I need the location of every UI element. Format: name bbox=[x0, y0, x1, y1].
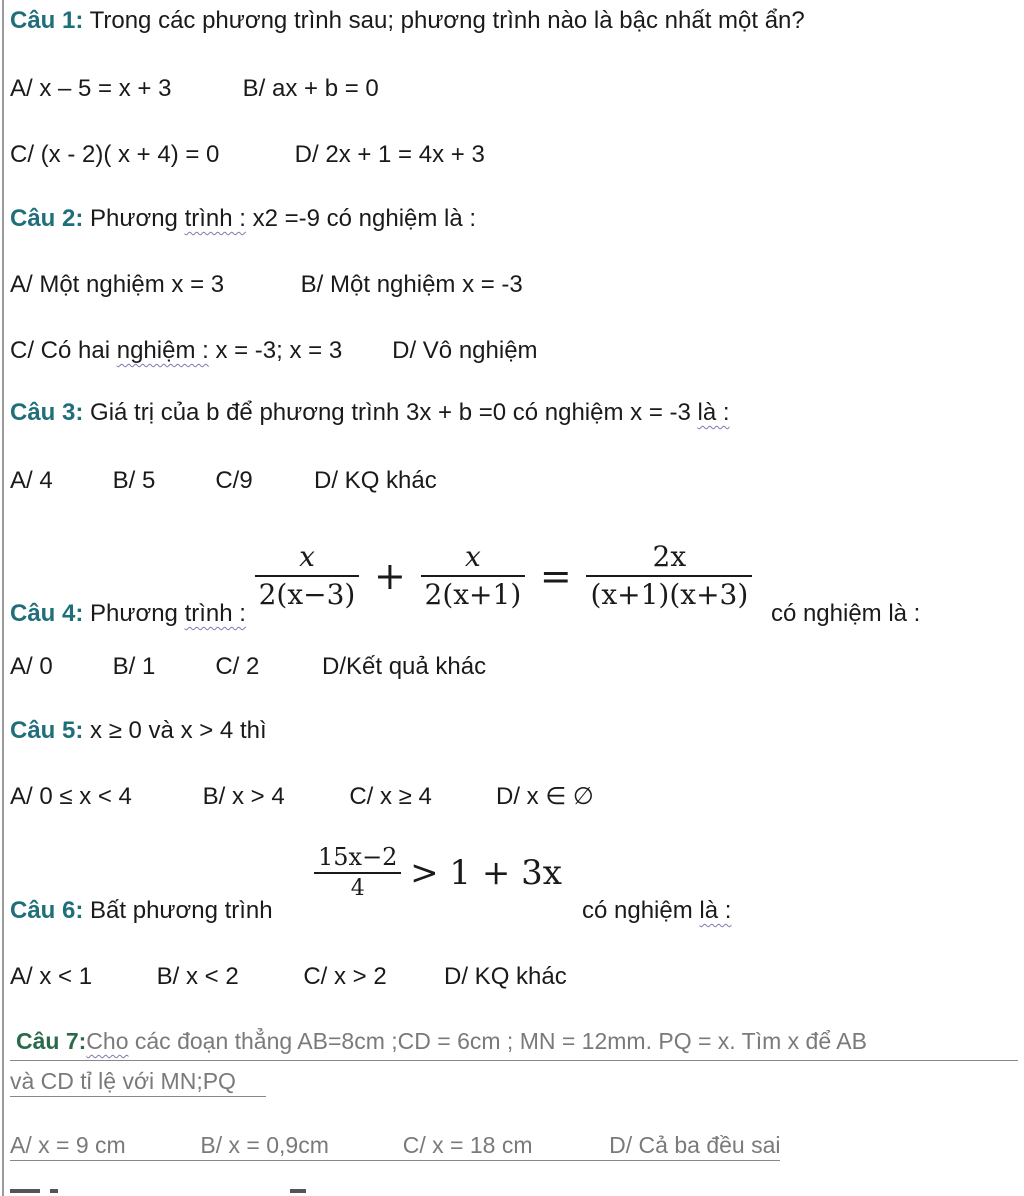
question-5-label: Câu 5: bbox=[10, 717, 84, 744]
question-2-options-row-1 bbox=[10, 270, 523, 300]
underline-rule bbox=[10, 1160, 780, 1161]
question-7-line-2: và CD tỉ lệ với MN;PQ bbox=[10, 1068, 236, 1094]
question-6-text-wavy: là : bbox=[699, 897, 732, 924]
option-c-wavy: nghiệm : bbox=[116, 337, 209, 364]
option-c-pre: C/ Có hai bbox=[10, 337, 111, 364]
question-3-label: Câu 3: bbox=[10, 399, 84, 426]
fraction-1-denominator: 2(x−3) bbox=[258, 578, 356, 611]
question-7 bbox=[16, 1026, 867, 1056]
option-b: B/ 5 bbox=[112, 467, 156, 494]
fraction-inequality bbox=[314, 842, 401, 904]
question-4-text-pre: Phương bbox=[90, 600, 178, 627]
question-3 bbox=[10, 398, 730, 428]
page-left-border bbox=[2, 0, 4, 1196]
question-1-options-row-2 bbox=[10, 140, 485, 170]
question-7-text: các đoạn thẳng AB=8cm ;CD = 6cm ; MN = 12mm. PQ = x. Tìm x để AB bbox=[134, 1028, 867, 1054]
option-c: C/ x > 2 bbox=[303, 963, 387, 990]
option-d: D/Kết quả khác bbox=[322, 653, 487, 680]
option-a: A/ x = 9 cm bbox=[10, 1132, 126, 1158]
option-b: B/ Một nghiệm x = -3 bbox=[300, 271, 523, 298]
option-d: D/ Vô nghiệm bbox=[392, 337, 538, 364]
option-c: C/9 bbox=[215, 467, 253, 494]
question-1-text: Trong các phương trình sau; phương trình nào là bậc nhất một ẩn? bbox=[89, 7, 805, 34]
question-2-options-row-2 bbox=[10, 336, 538, 366]
option-c-value: x = -3; x = 3 bbox=[215, 337, 343, 364]
fraction-2-numerator: x bbox=[464, 540, 481, 573]
question-4-text-wavy: trình : bbox=[184, 600, 246, 627]
question-6-label: Câu 6: bbox=[10, 897, 84, 924]
plus-sign: + bbox=[374, 554, 406, 598]
fraction-1-numerator: x bbox=[299, 540, 315, 573]
fraction-3-numerator: 2x bbox=[652, 540, 687, 573]
question-6-formula bbox=[312, 842, 562, 904]
question-4-options bbox=[10, 652, 486, 682]
option-b: B/ x > 4 bbox=[202, 783, 285, 810]
option-c: C/ (x - 2)( x + 4) = 0 bbox=[10, 141, 220, 168]
question-5-text: x ≥ 0 và x > 4 thì bbox=[90, 717, 267, 744]
option-d: D/ x ∈ ∅ bbox=[496, 783, 594, 810]
question-6-suffix bbox=[582, 896, 731, 926]
option-d: D/ Cả ba đều sai bbox=[609, 1132, 781, 1158]
question-6-text-post: có nghiệm bbox=[582, 897, 693, 924]
question-1 bbox=[10, 6, 805, 36]
option-d: D/ KQ khác bbox=[314, 467, 437, 494]
fraction-2-denominator: 2(x+1) bbox=[424, 578, 522, 611]
underline-rule bbox=[10, 1096, 266, 1097]
question-2-text-wavy: trình : bbox=[184, 205, 246, 232]
question-2-label: Câu 2: bbox=[10, 205, 84, 232]
option-c: C/ x = 18 cm bbox=[402, 1132, 533, 1158]
fraction-numerator: 15x−2 bbox=[318, 843, 398, 871]
option-c: C/ 2 bbox=[215, 653, 260, 680]
option-a: A/ x < 1 bbox=[10, 963, 93, 990]
question-4-label: Câu 4: bbox=[10, 600, 84, 627]
question-7-options bbox=[10, 1130, 781, 1160]
question-6-label-row bbox=[10, 896, 273, 926]
question-1-options-row-1 bbox=[10, 74, 379, 104]
option-d: D/ 2x + 1 = 4x + 3 bbox=[294, 141, 485, 168]
fraction-3-denominator: (x+1)(x+3) bbox=[590, 578, 749, 611]
option-c: C/ x ≥ 4 bbox=[349, 783, 432, 810]
option-b: B/ ax + b = 0 bbox=[242, 75, 379, 102]
cut-off-text-fragment bbox=[10, 1186, 340, 1194]
option-a: A/ Một nghiệm x = 3 bbox=[10, 271, 225, 298]
question-3-text: Giá trị của b để phương trình 3x + b =0 có nghiệm x = -3 bbox=[90, 399, 691, 426]
question-4 bbox=[10, 520, 920, 632]
option-a: A/ 0 bbox=[10, 653, 53, 680]
fraction-2 bbox=[421, 539, 526, 613]
question-7-label: Câu 7: bbox=[16, 1028, 87, 1054]
fraction-1 bbox=[255, 539, 360, 613]
question-7-text-wavy: Cho bbox=[86, 1028, 129, 1054]
option-a: A/ 0 ≤ x < 4 bbox=[10, 783, 132, 810]
question-3-text-wavy: là : bbox=[697, 399, 730, 426]
question-2-text: x2 =-9 có nghiệm là : bbox=[252, 205, 477, 232]
question-4-suffix: có nghiệm là : bbox=[770, 600, 921, 627]
question-1-label: Câu 1: bbox=[10, 7, 84, 34]
inequality-rhs: > 1 + 3x bbox=[410, 853, 562, 893]
question-6-options bbox=[10, 962, 567, 992]
option-a: A/ 4 bbox=[10, 467, 53, 494]
question-4-prefix bbox=[10, 520, 246, 632]
question-5-options bbox=[10, 782, 594, 812]
option-a: A/ x – 5 = x + 3 bbox=[10, 75, 172, 102]
option-b: B/ x < 2 bbox=[156, 963, 239, 990]
equals-sign: = bbox=[539, 554, 572, 598]
option-b: B/ x = 0,9cm bbox=[200, 1132, 329, 1158]
underline-rule bbox=[10, 1060, 1018, 1061]
question-6-text: Bất phương trình bbox=[90, 897, 273, 924]
question-2-text-pre: Phương bbox=[90, 205, 178, 232]
question-5 bbox=[10, 716, 267, 746]
question-3-options bbox=[10, 466, 437, 496]
fraction-3 bbox=[586, 539, 752, 613]
question-2 bbox=[10, 204, 476, 234]
option-b: B/ 1 bbox=[112, 653, 156, 680]
fraction-denominator: 4 bbox=[350, 876, 365, 901]
option-d: D/ KQ khác bbox=[444, 963, 567, 990]
